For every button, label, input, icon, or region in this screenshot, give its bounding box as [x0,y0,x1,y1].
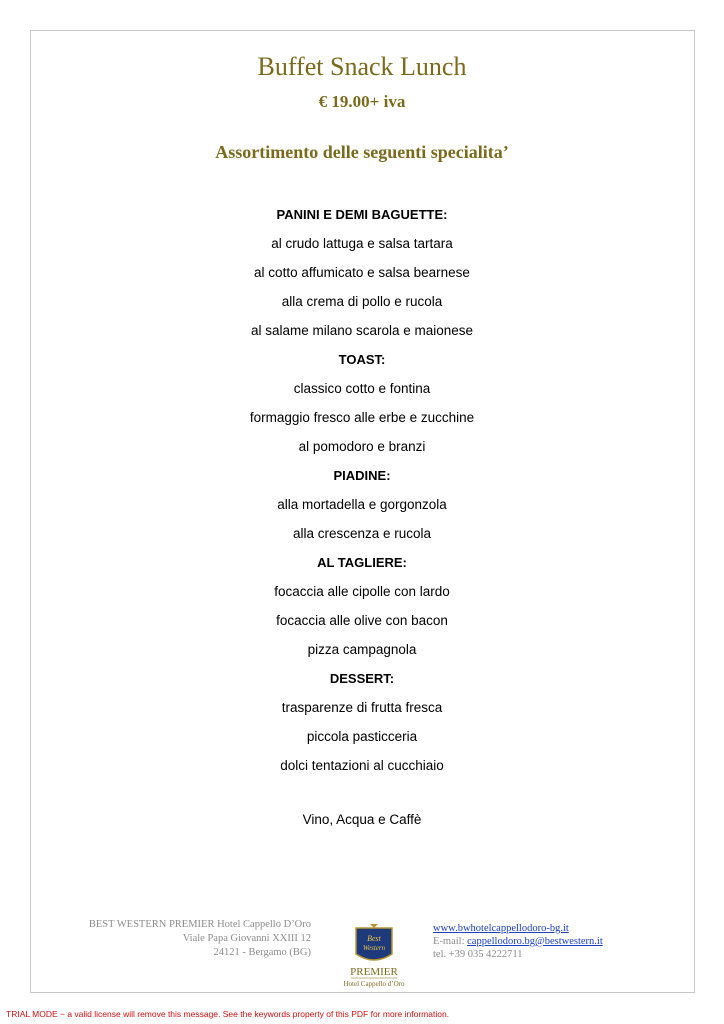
page-title: Buffet Snack Lunch [257,52,467,81]
menu-item: alla mortadella e gorgonzola [277,497,447,512]
menu-item: al salame milano scarola e maionese [250,323,474,338]
menu-item: pizza campagnola [307,642,417,657]
menu-item: classico cotto e fontina [293,381,431,396]
menu-section-heading: AL TAGLIERE: [317,555,407,570]
menu-item: al pomodoro e branzi [298,439,426,454]
menu-item: alla crescenza e rucola [292,526,432,541]
website-link[interactable]: www.bwhotelcappellodoro-bg.it [433,923,569,934]
drinks-line: Vino, Acqua e Caffè [302,812,422,827]
hotel-name: BEST WESTERN PREMIER Hotel Cappello D’Oro [88,919,311,930]
subtitle: Assortimento delle seguenti specialita’ [215,142,509,162]
city-address: 24121 - Bergamo (BG) [213,947,311,958]
menu-section-heading: PIADINE: [333,468,391,483]
footer-address [70,918,311,960]
menu-item: focaccia alle olive con bacon [276,613,448,628]
menu-item: piccola pasticceria [306,729,418,744]
menu-section-heading: DESSERT: [329,671,395,686]
svg-text:PREMIER: PREMIER [350,966,398,978]
footer-contacts [433,922,603,961]
menu-item: al cotto affumicato e salsa bearnese [254,265,470,280]
email-link[interactable]: cappellodoro.bg@bestwestern.it [467,936,603,947]
menu-item: al crudo lattuga e salsa tartara [271,236,453,251]
phone-number: tel. +39 035 4222711 [433,949,523,960]
menu-item: trasparenze di frutta fresca [281,700,443,715]
menu-item: dolci tentazioni al cucchiaio [280,758,444,773]
menu-item: formaggio fresco alle erbe e zucchine [249,410,475,425]
menu-item: alla crema di pollo e rucola [281,294,443,309]
svg-text:Hotel Cappello d’Oro: Hotel Cappello d’Oro [343,980,405,988]
menu-section-heading: PANINI E DEMI BAGUETTE: [276,207,448,222]
svg-text:Western: Western [362,944,386,952]
price: € 19.00+ iva [318,92,406,111]
svg-text:Best: Best [367,934,381,943]
street-address: Viale Papa Giovanni XXIII 12 [182,933,311,944]
menu-section-heading: TOAST: [338,352,386,367]
menu-list [0,204,724,784]
email-label: E-mail: [433,936,465,947]
best-western-premier-logo [337,924,411,990]
menu-item: focaccia alle cipolle con lardo [274,584,450,599]
trial-mode-notice: TRIAL MODE − a valid license will remove this message. See the keywords property of this PDF for more information. [6,1009,450,1019]
